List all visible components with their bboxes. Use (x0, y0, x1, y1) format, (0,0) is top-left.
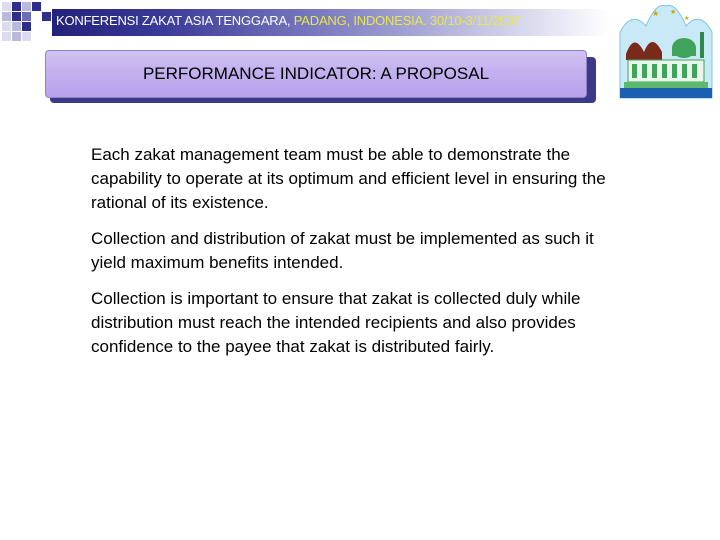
paragraph-1: Each zakat management team must be able to demonstrate the capability to operate at its optimum and efficient level in ensuring the rational of its existence. (91, 145, 606, 212)
header-location-date: PADANG, INDONESIA. 30/10-3/11/2007 (293, 13, 521, 28)
slide-title: PERFORMANCE INDICATOR: A PROPOSAL (142, 64, 490, 83)
svg-text:★: ★ (652, 9, 660, 18)
paragraph-3: Collection is important to ensure that zakat is collected duly while distribution must reach the intended recipients and also provides confidence to the payee that zakat is distributed fairly. (91, 289, 581, 356)
svg-text:★: ★ (684, 15, 690, 22)
header-banner-text (56, 13, 521, 28)
title-box (45, 50, 587, 98)
svg-text:★: ★ (670, 8, 677, 16)
body-content (91, 143, 611, 371)
conference-logo-icon (612, 2, 720, 104)
decorative-squares (0, 0, 60, 50)
header-conference-name: KONFERENSI ZAKAT ASIA TENGGARA, (56, 13, 294, 28)
paragraph-2: Collection and distribution of zakat must be implemented as such it yield maximum benefits intended. (91, 229, 594, 272)
